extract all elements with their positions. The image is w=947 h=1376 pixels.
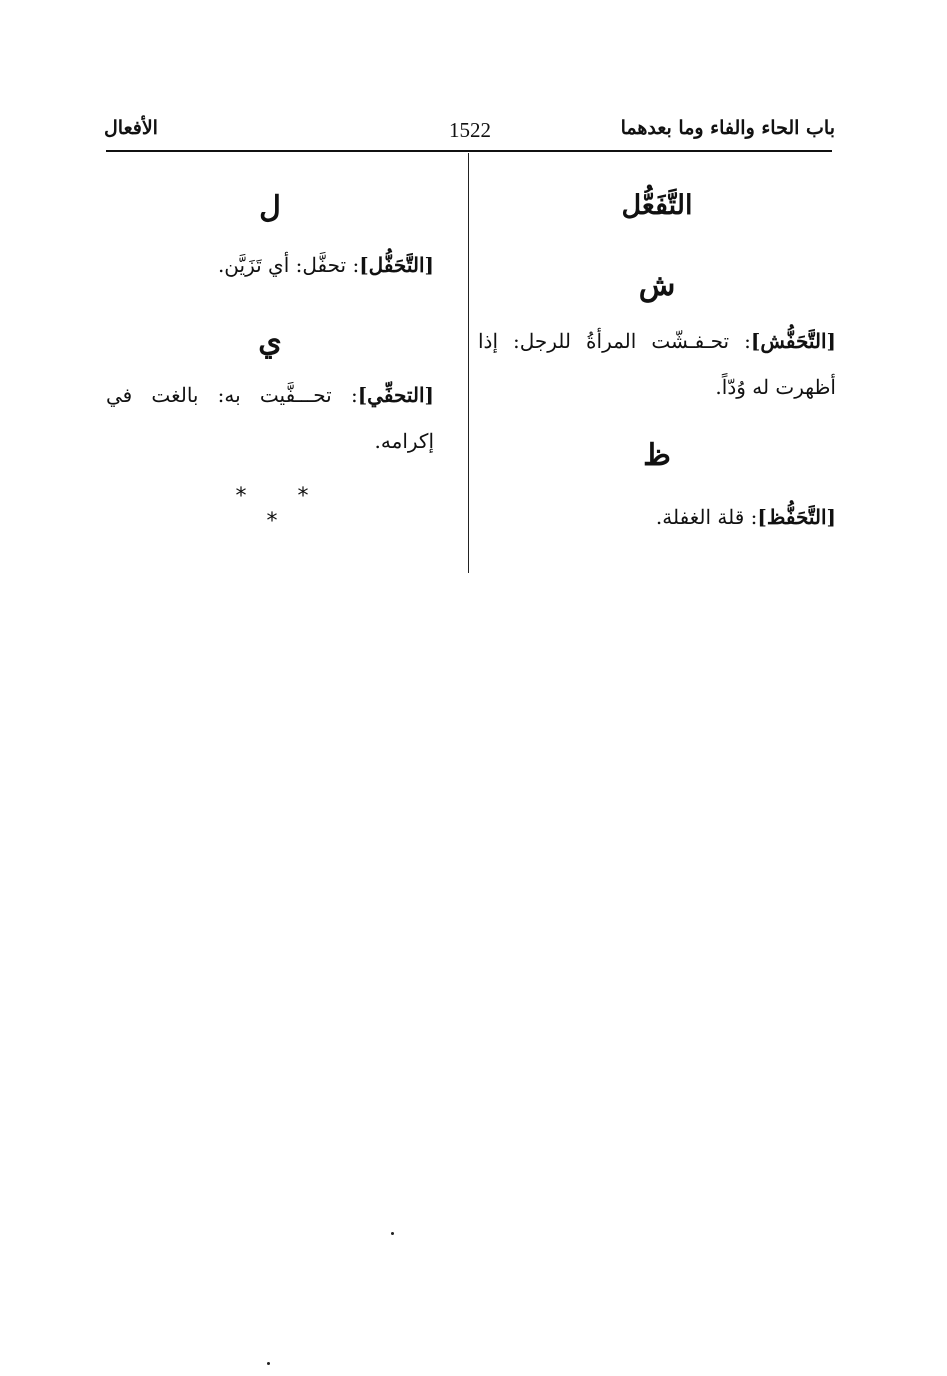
letter-heading-shin: ش [638,268,676,303]
entry-term: [التَّحَفُّظ] [757,505,836,529]
column-divider [468,153,469,573]
entry-definition: : تحـفـشّت المرأةُ للرجل: إذا أظهرت له وُدّاً. [478,329,836,399]
letter-heading-ya: ي [258,324,282,359]
entry-term: [التَّحَفُّل] [359,253,434,277]
entry-definition: : تحـــفَّيت به: بالغت في إكرامه. [106,383,434,453]
print-speck [391,1232,394,1235]
section-end-ornament: * * * [235,484,331,534]
chapter-title: باب الحاء والفاء وما بعدهما [620,117,835,139]
letter-heading-lam: ل [259,190,281,225]
chapter-heading: التَّفَعُّل [621,190,693,221]
page-number: 1522 [449,118,491,142]
entry-tahafful [106,242,434,288]
entry-definition: : تحفَّل: أي تَزَيَّن. [217,253,360,277]
entry-definition: : قلة الغفلة. [655,505,758,529]
print-speck [267,1362,270,1365]
entry-term: [التَّحَفُّش] [750,329,836,353]
entry-term: [التحفِّي] [357,383,434,407]
section-title: الأفعال [104,117,158,139]
letter-heading-za: ظ [643,438,671,473]
entry-tahaffuz [478,494,836,540]
header-rule [106,150,832,152]
entry-tahaffi [106,372,434,464]
entry-tahaffush [478,318,836,410]
